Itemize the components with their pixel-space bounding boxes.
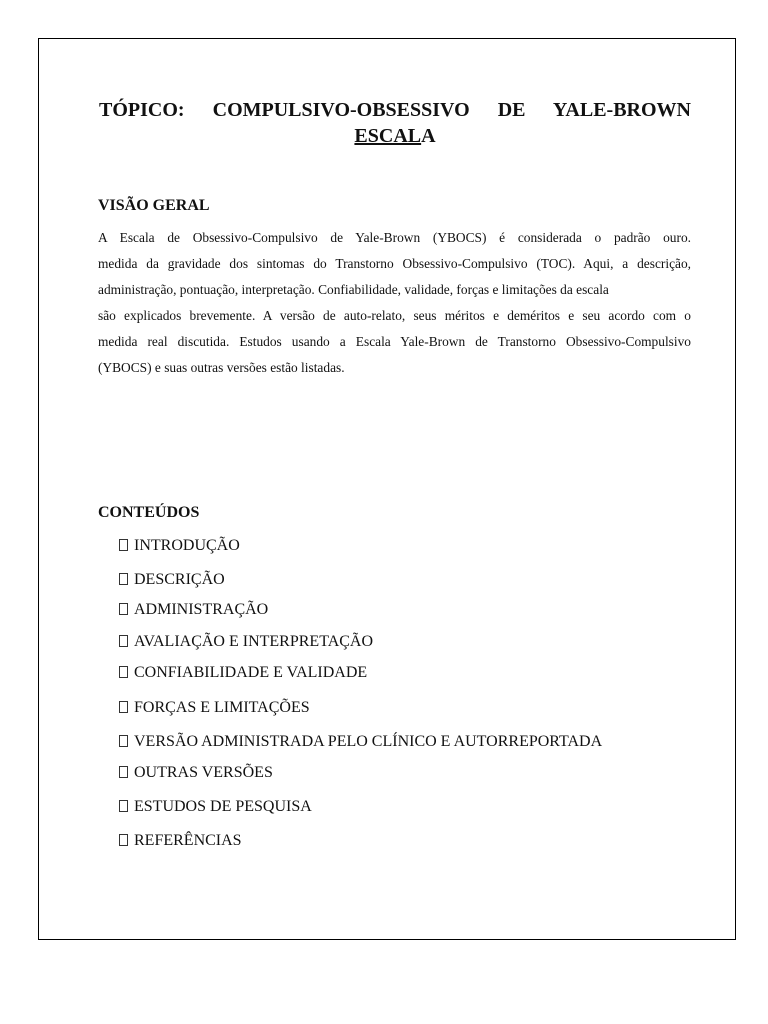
overview-line: medida da gravidade dos sintomas do Transtorno Obsessivo-Compulsivo (TOC). Aqui, a descrição, bbox=[98, 256, 691, 271]
checkbox-icon bbox=[119, 800, 128, 812]
title-underlined-part: ESCAL bbox=[354, 125, 422, 147]
contents-item bbox=[119, 764, 273, 782]
contents-item bbox=[119, 699, 310, 717]
checkbox-icon bbox=[119, 539, 128, 551]
overview-paragraph bbox=[98, 225, 691, 381]
document-title bbox=[99, 97, 691, 149]
contents-item-label: CONFIABILIDADE E VALIDADE bbox=[134, 664, 368, 681]
overview-line: (YBOCS) e suas outras versões estão listadas. bbox=[98, 360, 345, 375]
checkbox-icon bbox=[119, 766, 128, 778]
contents-item-label: FORÇAS E LIMITAÇÕES bbox=[134, 699, 310, 716]
title-rest-part: A bbox=[421, 125, 436, 147]
overview-line: A Escala de Obsessivo-Compulsivo de Yale-Brown (YBOCS) é considerada o padrão ouro. bbox=[98, 230, 691, 245]
overview-line: administração, pontuação, interpretação. Confiabilidade, validade, forças e limitações da escala bbox=[98, 282, 609, 297]
contents-item-label: INTRODUÇÃO bbox=[134, 537, 240, 554]
overview-line: medida real discutida. Estudos usando a Escala Yale-Brown de Transtorno Obsessivo-Compulsivo bbox=[98, 334, 691, 349]
contents-item bbox=[119, 633, 373, 651]
document-page bbox=[38, 38, 736, 940]
contents-item bbox=[119, 601, 268, 619]
contents-item-label: ADMINISTRAÇÃO bbox=[134, 601, 269, 618]
contents-item bbox=[119, 832, 242, 850]
contents-item bbox=[119, 571, 225, 589]
contents-item bbox=[119, 733, 602, 751]
contents-item bbox=[119, 537, 240, 555]
contents-heading: CONTEÚDOS bbox=[98, 504, 200, 521]
overview-line: são explicados brevemente. A versão de auto-relato, seus méritos e deméritos e seu acordo com o bbox=[98, 308, 691, 323]
checkbox-icon bbox=[119, 735, 128, 747]
contents-item-label: OUTRAS VERSÕES bbox=[134, 764, 273, 781]
title-line-2 bbox=[354, 125, 435, 147]
checkbox-icon bbox=[119, 573, 128, 585]
contents-item-label: REFERÊNCIAS bbox=[134, 832, 242, 849]
checkbox-icon bbox=[119, 701, 128, 713]
contents-item bbox=[119, 664, 367, 682]
contents-item bbox=[119, 798, 312, 816]
checkbox-icon bbox=[119, 666, 128, 678]
checkbox-icon bbox=[119, 834, 128, 846]
contents-item-label: DESCRIÇÃO bbox=[134, 571, 225, 588]
checkbox-icon bbox=[119, 603, 128, 615]
contents-item-label: AVALIAÇÃO E INTERPRETAÇÃO bbox=[134, 633, 374, 650]
title-line-1: TÓPICO: COMPULSIVO-OBSESSIVO DE YALE-BROWN bbox=[99, 99, 691, 121]
contents-item-label: ESTUDOS DE PESQUISA bbox=[134, 798, 312, 815]
contents-item-label: VERSÃO ADMINISTRADA PELO CLÍNICO E AUTORREPORTADA bbox=[134, 733, 603, 750]
overview-heading: VISÃO GERAL bbox=[98, 197, 210, 214]
checkbox-icon bbox=[119, 635, 128, 647]
